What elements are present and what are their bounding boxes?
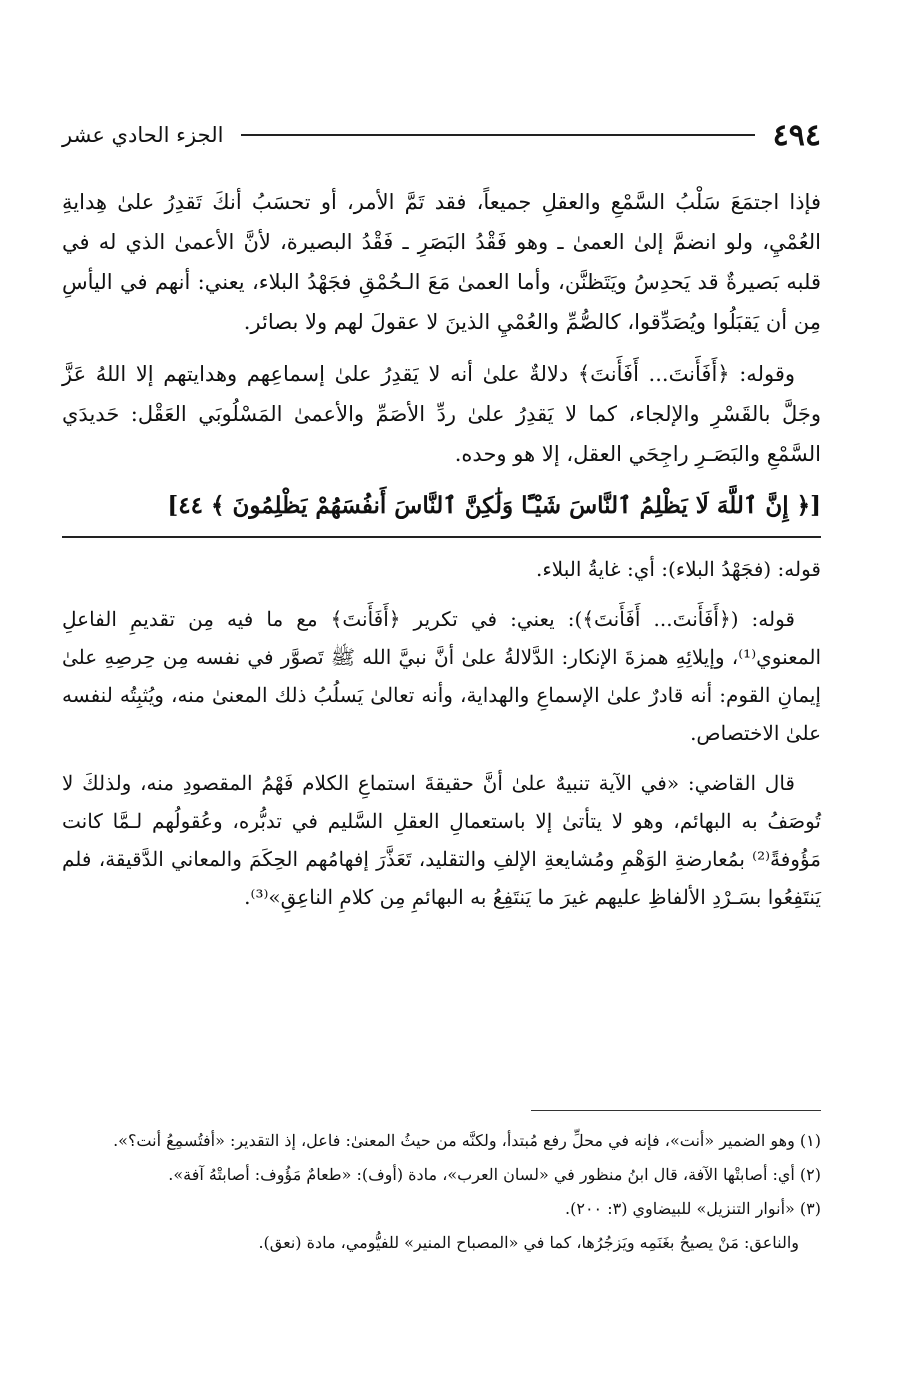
footnote-3: (٣) «أنوار التنزيل» للبيضاوي (٣: ٢٠٠). — [565, 1199, 821, 1218]
footnote-2: (٢) أي: أصابتْها الآفة، قال ابنُ منظور في «لسان العرب»، مادة (أوف): «طعامٌ مَؤُوف: أصابتْهُ آفة». — [168, 1165, 821, 1184]
main-text — [62, 182, 821, 928]
verse-heading: [﴿ إِنَّ ٱللَّهَ لَا يَظْلِمُ ٱلنَّاسَ شَيْـًٔا وَلَٰكِنَّ ٱلنَّاسَ أَنفُسَهُمْ يَظْلِمُونَ ﴾ ٤٤] — [167, 492, 821, 519]
header-rule — [241, 134, 754, 136]
paragraph-2: وقوله: ﴿أَفَأَنتَ... أَفَأَنتَ﴾ دلالةٌ علىٰ أنه لا يَقدِرُ علىٰ إسماعِهم وهدايتهم إلا اللهُ عَزَّ وجَلَّ بالقَسْرِ والإلجاء، كما لا يَقدِرُ علىٰ ردِّ الأصَمِّ والأعمىٰ المَسْلُوبَي العَقْل: حَديدَي السَّمْعِ والبَصَـرِ راجِحَي العقل، إلا هو وحده. — [62, 362, 821, 466]
commentary-divider — [62, 536, 821, 538]
footnotes — [62, 1124, 821, 1260]
commentary — [62, 550, 821, 916]
commentary-paragraph-1: قوله: (فجَهْدُ البلاء): أي: غايةُ البلاء. — [536, 557, 821, 581]
page-number: ٤٩٤ — [772, 117, 821, 153]
footnote-rule — [531, 1110, 821, 1111]
footnote-1: (١) وهو الضمير «أنت»، فإنه في محلِّ رفع مُبتدأ، ولكنَّه من حيثُ المعنىٰ: فاعل، إذ التقدير: «أفتُسمِعُ أنت؟». — [113, 1131, 821, 1150]
footnote-3-continuation: والناعق: مَنْ يصيحُ بغَنَمِه ويَزجُرُها، كما في «المصباح المنير» للفيُّومي، مادة (نعق). — [258, 1233, 799, 1252]
commentary-paragraph-3: قال القاضي: «في الآية تنبيهٌ علىٰ أنَّ حقيقةَ استماعِ الكلام فَهْمُ المقصودِ منه، ولذلكَ لا تُوصَفُ به البهائم، وهو لا يتأتىٰ إلا باستعمالِ العقلِ السَّليم في تدبُّره، وعُقولُهم لـمَّا كانت مَؤُوفةً⁽²⁾ بمُعارضةِ الوَهْمِ ومُشايعةِ الإلفِ والتقليد، تَعَذَّرَ إفهامُهم الحِكَمَ والمعاني الدَّقيقة، فلم يَنتَفِعُوا بسَـرْدِ الألفاظِ عليهم غيرَ ما يَنتَفِعُ به البهائمِ مِن كلامِ الناعِقِ»⁽³⁾. — [62, 771, 821, 909]
running-title: الجزء الحادي عشر — [62, 123, 224, 147]
page-header — [62, 112, 821, 158]
commentary-paragraph-2: قوله: (﴿أَفَأَنتَ... أَفَأَنتَ﴾): يعني: في تكرير ﴿أَفَأَنتَ﴾ مع ما فيه مِن تقديمِ الفاعلِ المعنوي⁽¹⁾، وإيلائِهِ همزةَ الإنكار: الدَّلالةُ علىٰ أنَّ نبيَّ الله ﷺ تَصوَّر في نفسه مِن حِرصِهِ علىٰ إيمانِ القوم: أنه قادرٌ علىٰ الإسماعِ والهداية، وأنه تعالىٰ يَسلُبُ ذلك المعنىٰ منه، ويُثبِتُه لنفسه علىٰ الاختصاص. — [62, 607, 821, 745]
paragraph-1: فإذا اجتمَعَ سَلْبُ السَّمْعِ والعقلِ جميعاً، فقد تَمَّ الأمر، أو تحسَبُ أنكَ تَقدِرُ علىٰ هِدايةِ العُمْيِ، ولو انضمَّ إلىٰ العمىٰ ـ وهو فَقْدُ البَصَرِ ـ فَقْدُ البصيرة، لأنَّ الأعمىٰ الذي له في قلبه بَصيرةٌ قد يَحدِسُ ويَتَظنَّن، وأما العمىٰ مَعَ الـحُمْقِ فجَهْدُ البلاء، يعني: أنهم في اليأسِ مِن أن يَقبَلُوا ويُصَدِّقوا، كالصُّمِّ والعُمْيِ الذينَ لا عقولَ لهم ولا بصائر. — [62, 190, 821, 334]
